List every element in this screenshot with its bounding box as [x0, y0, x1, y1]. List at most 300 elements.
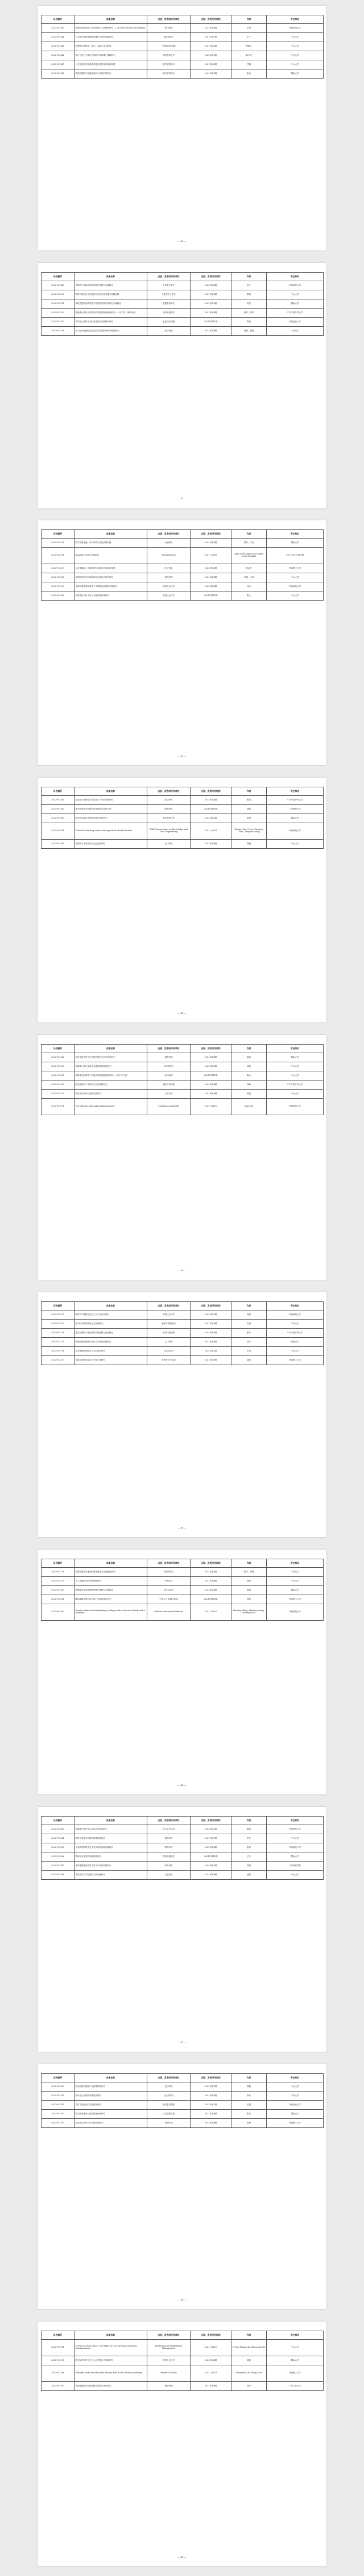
author: 刘敏: [231, 2356, 267, 2365]
result-title: 城市社区治理共同体建设研究: [75, 2092, 147, 2101]
table-row: [42, 814, 324, 823]
publisher: 中国图书馆学报: [147, 42, 191, 51]
page-number: — 49 —: [177, 2556, 187, 2558]
column-header: 出版、发表或采用单位: [147, 2331, 191, 2340]
result-title: 共同富裕目标下收入分配制度改革研究: [75, 591, 147, 601]
column-header: 所在单位: [267, 1045, 324, 1053]
author: 张伟: [231, 69, 267, 79]
achievement-table: [41, 787, 324, 849]
publish-date: 2022年第4期: [191, 1080, 231, 1090]
author: 郑东，马红: [231, 539, 267, 548]
column-header: 作者: [231, 2074, 267, 2082]
column-header: 出版、发表或采用单位: [147, 2074, 191, 2082]
result-title: 公共文化服务体系高质量发展的评价指标构建: [75, 60, 147, 69]
publish-date: 2021年第8期: [191, 1871, 231, 1880]
author: 林峰: [231, 1080, 267, 1090]
certificate-number: 2023-R-1364: [42, 823, 75, 840]
result-title: 城市更新背景下历史街区保护与活化利用研究: [75, 1053, 147, 1062]
table-row: [42, 1329, 324, 1338]
certificate-number: 2023-R-1354: [42, 327, 75, 336]
result-title: 数字经济背景下平台企业垄断行为规制研究: [75, 2356, 147, 2365]
author: 程焕文: [231, 42, 267, 51]
table-row: [42, 309, 324, 318]
table-row: [42, 2110, 324, 2119]
certificate-number: 2023-R-1357: [42, 564, 75, 573]
column-header: 作者: [231, 273, 267, 281]
column-header: 作者: [231, 787, 267, 796]
table-row: [42, 24, 324, 33]
column-header: 证书编号: [42, 1559, 75, 1568]
publisher: 图书情报知识: [147, 60, 191, 69]
publisher: 中国社会科学: [147, 591, 191, 601]
column-header: 作者: [231, 1817, 267, 1825]
publisher: 城市发展研究: [147, 309, 191, 318]
table-row: [42, 591, 324, 601]
author: 吴勇: [231, 1320, 267, 1329]
publisher: 社会学研究: [147, 1347, 191, 1356]
affiliation: 华南理工大学: [267, 2365, 324, 2382]
author: 李强，王丽: [231, 573, 267, 582]
result-title: 乡村振兴战略下农村集体经济发展模式研究: [75, 318, 147, 327]
certificate-number: 2023-R-1358: [42, 573, 75, 582]
publish-date: 2021年第6期: [191, 290, 231, 299]
result-title: 乡村文化振兴的实践路径研究: [75, 2101, 147, 2110]
table-row: [42, 1338, 324, 1347]
publish-date: 2021年第7期: [191, 33, 231, 42]
result-title: 全球治理体系变革与中国方案研究: [75, 1356, 147, 1365]
author: 陈鹏: [231, 840, 267, 849]
column-header: 证书编号: [42, 1302, 75, 1310]
column-header: 证书编号: [42, 2074, 75, 2082]
column-header: 出版、发表采用时间: [191, 1045, 231, 1053]
certificate-number: 2023-R-1369: [42, 1080, 75, 1090]
certificate-number: 2023-R-1351: [42, 299, 75, 309]
publisher: 新闻与传播研究: [147, 1320, 191, 1329]
table-header-row: [42, 2074, 324, 2082]
result-title: 基层治理数字化转型的实践逻辑与优化路径: [75, 1329, 147, 1338]
column-header: 出版、发表或采用单位: [147, 787, 191, 796]
certificate-number: 2023-R-1377: [42, 1356, 75, 1365]
table-row: [42, 1568, 324, 1577]
table-row: [42, 539, 324, 548]
column-header: 证书编号: [42, 1817, 75, 1825]
author: 赵静: [231, 1871, 267, 1880]
document-page: [38, 6, 326, 250]
result-title: Toward Predicting Active Participants in Tweet Streams: [75, 823, 147, 840]
certificate-number: 2023-R-1387: [42, 1862, 75, 1871]
author: 陈建: [231, 318, 267, 327]
publisher: 人口研究: [147, 1338, 191, 1347]
author: 刘刚: [231, 805, 267, 814]
result-title: 数字政府建设与政务服务创新研究: [75, 2110, 147, 2119]
publisher: 文学评论: [147, 1090, 191, 1099]
publish-date: 2021年第2期: [191, 69, 231, 79]
publish-date: 2022年第3期: [191, 796, 231, 805]
affiliation: 北京大学汇丰商学院: [267, 548, 324, 564]
certificate-number: 2023-R-1346: [42, 51, 75, 60]
table-header-row: [42, 1817, 324, 1825]
table-row: [42, 318, 324, 327]
publish-date: 2022年第6期: [191, 840, 231, 849]
affiliation: 暨南大学: [267, 1053, 324, 1062]
author: 孙强: [231, 1577, 267, 1586]
table-row: [42, 1071, 324, 1080]
publisher: 中国农村观察: [147, 2101, 191, 2110]
affiliation: 华南理工大学: [267, 2119, 324, 2128]
result-title: 新时代中国特色社会主义文化自信研究: [75, 1310, 147, 1320]
document-page: [38, 1035, 326, 1280]
column-header: 出版、发表采用时间: [191, 2074, 231, 2082]
certificate-number: 2023-R-1365: [42, 840, 75, 849]
certificate-number: 2023-R-1368: [42, 1071, 75, 1080]
publisher: 经济研究: [147, 2082, 191, 2092]
certificate-number: 2023-R-1359: [42, 582, 75, 591]
affiliation: 广东财经大学: [267, 805, 324, 814]
table-row: [42, 1356, 324, 1365]
affiliation: 暨南大学: [267, 2356, 324, 2365]
affiliation: 华南师范大学: [267, 24, 324, 33]
publish-date: 2021年第10期: [191, 805, 231, 814]
certificate-number: 2023-R-1367: [42, 1062, 75, 1071]
publisher: 情报资料工作: [147, 51, 191, 60]
certificate-number: 2023-R-1375: [42, 1338, 75, 1347]
publisher: 国际贸易问题: [147, 1080, 191, 1090]
document-page: [38, 1550, 326, 1794]
result-title: 企业家精神、营商环境与区域经济高质量发展: [75, 564, 147, 573]
achievement-table: [41, 15, 324, 79]
table-row: [42, 69, 324, 79]
affiliation: 广东外语外贸大学: [267, 1329, 324, 1338]
affiliation: 华南理工大学: [267, 1356, 324, 1365]
table-row: [42, 1062, 324, 1071]
affiliation: 广州体育学院: [267, 1862, 324, 1871]
publisher: 体育科学: [147, 1862, 191, 1871]
document-page: [38, 263, 326, 508]
table-row: [42, 2101, 324, 2110]
table-row: [42, 1310, 324, 1320]
author: Yi Shi, Shuang Li, Mingcong Wu: [231, 2340, 267, 2356]
affiliation: 暨南大学: [267, 539, 324, 548]
achievement-table: [41, 2073, 324, 2128]
publisher: 农业经济问题: [147, 318, 191, 327]
table-row: [42, 2340, 324, 2356]
column-header: 出版、发表采用时间: [191, 2331, 231, 2340]
publisher: 中国软科学: [147, 1568, 191, 1577]
affiliation: 中山大学: [267, 840, 324, 849]
table-row: [42, 1586, 324, 1595]
result-title: 新时代基层社会治理现代化的价值意蕴与实践进路: [75, 290, 147, 299]
publish-date: 2022年第6期: [191, 2119, 231, 2128]
publish-date: 2021年第12期: [191, 1852, 231, 1862]
certificate-number: 2023-R-1366: [42, 1053, 75, 1062]
publisher: 科研管理: [147, 2382, 191, 2391]
certificate-number: 2023-R-1370: [42, 1090, 75, 1099]
result-title: 新发展阶段我国产业政策转型研究: [75, 2082, 147, 2092]
publish-date: 2021, Vol.30: [191, 2340, 231, 2356]
publish-date: 2022年第2期: [191, 564, 231, 573]
publish-date: 2021年第6期: [191, 1053, 231, 1062]
author: 黄涛: [231, 814, 267, 823]
publisher: 南开管理评论: [147, 814, 191, 823]
certificate-number: 2023-R-1362: [42, 805, 75, 814]
publish-date: 2022, Vol.51: [191, 2365, 231, 2382]
certificate-number: 2023-R-1378: [42, 1568, 75, 1577]
publish-date: 2022年第2期: [191, 1862, 231, 1871]
page-number: — 44 —: [177, 1269, 187, 1272]
document-page: [38, 1807, 326, 2052]
result-title: 数据要素市场化配置的理论逻辑与实践路径: [75, 1586, 147, 1595]
affiliation: 华南师范大学: [267, 1825, 324, 1834]
result-title: 粤港澳大湾区城市群协同发展的制度创新研究——以广州、深圳为例: [75, 309, 147, 318]
table-row: [42, 2356, 324, 2365]
publisher: 社会学研究: [147, 2092, 191, 2101]
page-number: — 43 —: [177, 1012, 187, 1014]
result-title: 我国创新驱动发展战略实施效果评价研究: [75, 2382, 147, 2391]
publish-date: 2021年第12期: [191, 591, 231, 601]
column-header: 所在单位: [267, 787, 324, 796]
result-title: To Pool or Not to Pool? The Effect of Loss Aversion on Queue Configurations: [75, 2340, 147, 2356]
publish-date: 2021年第11期: [191, 1071, 231, 1080]
affiliation: 广州大学: [267, 1834, 324, 1843]
affiliation: 暨南大学: [267, 814, 324, 823]
table-row: [42, 805, 324, 814]
page-number: — 46 —: [177, 1784, 187, 1786]
publisher: 世界经济与政治: [147, 1356, 191, 1365]
publish-date: 2022年第5期: [191, 582, 231, 591]
certificate-number: 2023-R-1385: [42, 1843, 75, 1852]
column-header: 出版、发表采用时间: [191, 1559, 231, 1568]
affiliation: 广州大学: [267, 1062, 324, 1071]
author: 张华: [231, 1329, 267, 1338]
certificate-number: 2023-R-1376: [42, 1347, 75, 1356]
column-header: 所在单位: [267, 273, 324, 281]
affiliation: 华南师范大学: [267, 1843, 324, 1852]
author: 何明: [231, 1595, 267, 1604]
result-title: 我国古籍数字化建设现状与发展对策研究: [75, 69, 147, 79]
table-row: [42, 42, 324, 51]
achievement-table: [41, 2331, 324, 2391]
affiliation: 广东工业大学: [267, 2382, 324, 2391]
author: 王芳: [231, 1852, 267, 1862]
table-row: [42, 582, 324, 591]
affiliation: 广州大学: [267, 1568, 324, 1577]
publish-date: 2021, vol.89: [191, 548, 231, 564]
author: 李立: [231, 281, 267, 290]
author: 陈晨: [231, 2119, 267, 2128]
column-header: 所在单位: [267, 1302, 324, 1310]
column-header: 出版、发表采用时间: [191, 530, 231, 539]
publish-date: 2021, Vol.67: [191, 1099, 231, 1115]
affiliation: 广州大学: [267, 2092, 324, 2101]
publish-date: 2021年第7期: [191, 1834, 231, 1843]
result-title: 碳达峰碳中和目标下的产业结构优化研究: [75, 1595, 147, 1604]
author: 黄磊: [231, 2082, 267, 2092]
publish-date: 2022年第8期: [191, 2356, 231, 2365]
publish-date: 2021, vol.33: [191, 823, 231, 840]
affiliation: 华南师范大学: [267, 1099, 324, 1115]
affiliation: 中山大学: [267, 591, 324, 601]
publisher: 思想教育研究: [147, 299, 191, 309]
affiliation: 中山大学: [267, 290, 324, 299]
table-row: [42, 2119, 324, 2128]
publisher: 中共党史研究: [147, 281, 191, 290]
table-row: [42, 33, 324, 42]
result-title: Chinese character handwriting: A large-scale behavioral study and a database: [75, 1604, 147, 1621]
result-title: 粤港澳大湾区创新生态系统建设路径研究: [75, 1062, 147, 1071]
publish-date: 2022年第2期: [191, 299, 231, 309]
result-title: 我国原国家出版工作的演进与本质特征研究——基于历史学和社会学的双重视角: [75, 24, 147, 33]
author: Jing Sun: [231, 1099, 267, 1115]
table-header-row: [42, 2331, 324, 2340]
affiliation: 中山大学: [267, 42, 324, 51]
certificate-number: 2023-R-1394: [42, 2340, 75, 2356]
result-title: 新时代高校劳动教育体系构建研究: [75, 1834, 147, 1843]
publisher: Caribbean Quarterly: [147, 1099, 191, 1115]
author: 王涛: [231, 1347, 267, 1356]
certificate-number: 2023-R-1384: [42, 1834, 75, 1843]
column-header: 出版、发表或采用单位: [147, 273, 191, 281]
column-header: 出版、发表采用时间: [191, 1302, 231, 1310]
table-row: [42, 840, 324, 849]
affiliation: 中山大学: [267, 1577, 324, 1586]
publisher: 文艺研究: [147, 1871, 191, 1880]
page-number: — 42 —: [177, 754, 187, 757]
author: 王磊: [231, 2101, 267, 2110]
certificate-number: 2023-R-1379: [42, 1577, 75, 1586]
table-row: [42, 281, 324, 290]
publish-date: 2022年第3期: [191, 1843, 231, 1852]
affiliation: 暨南大学: [267, 69, 324, 79]
author: 周强: [231, 1310, 267, 1320]
author: 何宏: [231, 582, 267, 591]
publisher: 中国工业经济: [147, 582, 191, 591]
page-number: — 41 —: [177, 497, 187, 500]
result-title: 社会保障制度改革与共同富裕研究: [75, 1347, 147, 1356]
publisher: 公共管理学报: [147, 2110, 191, 2119]
publish-date: 2021, Vol.53: [191, 1604, 231, 1621]
publisher: 中国工业经济: [147, 2356, 191, 2365]
table-header-row: [42, 273, 324, 281]
certificate-number: 2023-R-1350: [42, 290, 75, 299]
certificate-number: 2023-R-1363: [42, 814, 75, 823]
affiliation: 广东外语外贸大学: [267, 309, 324, 318]
column-header: 所在单位: [267, 15, 324, 24]
publisher: 图书馆论坛: [147, 33, 191, 42]
table-row: [42, 1843, 324, 1852]
column-header: 出版、发表或采用单位: [147, 1045, 191, 1053]
publish-date: 2021年第7期: [191, 539, 231, 548]
column-header: 成果名称: [75, 1045, 147, 1053]
result-title: 粤港澳大湾区语言生活状况调查研究: [75, 1825, 147, 1834]
publish-date: 2021年第6期: [191, 1577, 231, 1586]
author: 黄俊: [231, 1586, 267, 1595]
table-header-row: [42, 1302, 324, 1310]
certificate-number: 2023-R-1383: [42, 1825, 75, 1834]
publisher: Econometrica: [147, 548, 191, 564]
publisher: 中国法学: [147, 1577, 191, 1586]
document-page: [38, 2322, 326, 2566]
publisher: 会计研究: [147, 840, 191, 849]
affiliation: 华南农业大学: [267, 318, 324, 327]
publish-date: 2021年第8期: [191, 1320, 231, 1329]
column-header: 证书编号: [42, 15, 75, 24]
author: 谢涛: [231, 1053, 267, 1062]
certificate-number: 2023-R-1353: [42, 318, 75, 327]
publisher: 经济研究: [147, 796, 191, 805]
table-header-row: [42, 1045, 324, 1053]
author: 周军，刘芳: [231, 309, 267, 318]
document-page: [38, 2064, 326, 2309]
publish-date: 2021年第11期: [191, 318, 231, 327]
achievement-table: [41, 1301, 324, 1365]
certificate-number: 2023-R-1386: [42, 1852, 75, 1862]
publish-date: 2021年第10期: [191, 1595, 231, 1604]
result-title: Platform strife and the value of user data in the software industry: [75, 2365, 147, 2382]
author: 张伟，李娜: [231, 1568, 267, 1577]
certificate-number: 2023-R-1392: [42, 2110, 75, 2119]
affiliation: 华南师范大学: [267, 1604, 324, 1621]
publisher: 科学学研究: [147, 1062, 191, 1071]
author: 张明: [231, 796, 267, 805]
certificate-number: 2023-R-1348: [42, 69, 75, 79]
author: 李伟: [231, 2092, 267, 2101]
column-header: 出版、发表或采用单位: [147, 1559, 191, 1568]
result-title: 高质量发展背景下区域协调发展新机制研究——以广东为例: [75, 1071, 147, 1080]
author: 刘洋: [231, 1338, 267, 1347]
column-header: 出版、发表采用时间: [191, 15, 231, 24]
publisher: 图书馆学研究: [147, 69, 191, 79]
table-row: [42, 1577, 324, 1586]
table-row: [42, 2082, 324, 2092]
publish-date: 2021年第9期: [191, 2382, 231, 2391]
publisher: 财政研究: [147, 805, 191, 814]
publish-date: 2021年第4期: [191, 1338, 231, 1347]
certificate-number: 2023-R-1391: [42, 2101, 75, 2110]
publish-date: 2021年第4期: [191, 24, 231, 33]
affiliation: 中山大学: [267, 33, 324, 42]
column-header: 证书编号: [42, 273, 75, 281]
table-row: [42, 2092, 324, 2101]
publisher: IEEE Transactions on Knowledge and Data Engineering: [147, 823, 191, 840]
publish-date: 2021年第5期: [191, 60, 231, 69]
document-page: [38, 520, 326, 765]
publish-date: 2022年第1期: [191, 814, 231, 823]
publisher: Research Policy: [147, 2365, 191, 2382]
page-number: — 40 —: [177, 240, 187, 243]
author: 陈云: [231, 1071, 267, 1080]
certificate-number: 2023-R-1395: [42, 2356, 75, 2365]
certificate-number: 2023-R-1389: [42, 2082, 75, 2092]
publisher: 金融研究: [147, 539, 191, 548]
table-row: [42, 1347, 324, 1356]
result-title: 数字时代网络舆论生态治理研究: [75, 1320, 147, 1329]
certificate-number: 2023-R-1390: [42, 2092, 75, 2101]
author: Chuanhua Xia, Hong Zhou: [231, 2365, 267, 2382]
certificate-number: 2023-R-1349: [42, 281, 75, 290]
column-header: 作者: [231, 2331, 267, 2340]
publish-date: 2022年第2期: [191, 1347, 231, 1356]
achievement-table: [41, 1816, 324, 1880]
result-title: 企业数字化转型对全要素生产率的影响研究: [75, 796, 147, 805]
column-header: 成果名称: [75, 2074, 147, 2082]
affiliation: 中山大学: [267, 1071, 324, 1080]
table-row: [42, 2382, 324, 2391]
certificate-number: 2023-R-1396: [42, 2365, 75, 2382]
affiliation: 华南理工大学: [267, 564, 324, 573]
table-row: [42, 1053, 324, 1062]
result-title: 人工智能时代的法律规制研究: [75, 1577, 147, 1586]
certificate-number: 2023-R-1356: [42, 548, 75, 564]
